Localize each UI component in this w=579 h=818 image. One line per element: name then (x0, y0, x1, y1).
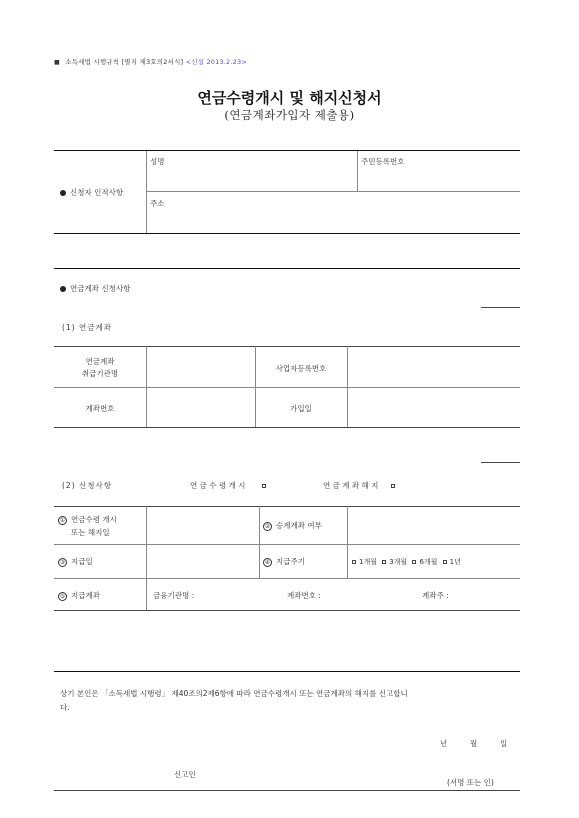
address-field-label: 주소 (150, 199, 165, 208)
business-no-input[interactable] (349, 348, 518, 385)
number-2-icon: ② (264, 522, 271, 530)
bank-name-input[interactable] (207, 582, 283, 607)
form-reference: 소득세법 시행규칙 [별지 제3호의2서식] (65, 58, 184, 66)
cycle-option-1m[interactable]: 1개월 (349, 558, 377, 566)
sub1-col-divider-1 (146, 346, 147, 427)
sub2-row-divider-2 (54, 578, 520, 579)
section2-label: 연금계좌 신청사항 (60, 283, 130, 294)
payment-date-label: ③ 지급일 (59, 557, 93, 566)
join-date-input[interactable] (349, 389, 518, 425)
sub1-col-divider-3 (347, 346, 348, 427)
name-field-label: 성명 (150, 157, 165, 166)
resident-no-input[interactable] (420, 155, 518, 187)
sub2-col-divider-3 (347, 506, 348, 578)
applicant-label: 신고인 (174, 770, 196, 779)
account-no-input[interactable] (148, 389, 253, 425)
payment-account-label: ⑤ 지급계좌 (59, 591, 100, 600)
institution-input[interactable] (148, 348, 253, 385)
account-no-label: 계좌번호 (85, 404, 115, 413)
address-input[interactable] (170, 196, 518, 231)
business-no-label: 사업자등록번호 (275, 364, 327, 373)
cycle-6m-checkbox[interactable] (412, 560, 416, 564)
sub1-table-bottom (54, 427, 520, 428)
section1-inner-divider (357, 151, 358, 192)
declaration-text: 상기 본인은 「소득세법 시행령」 제40조의2제6항에 따라 연금수령개시 또는 연금계좌의 해지를 신고합니 다. (60, 689, 408, 712)
signature-label[interactable]: (서명 또는 인) (447, 778, 494, 787)
payment-cycle-options (349, 557, 461, 567)
month-label: 월 (470, 739, 478, 748)
section2-right-tick (481, 307, 520, 308)
applicant-name-input[interactable] (210, 764, 430, 782)
form-subtitle: (연금계좌가입자 제출용) (224, 108, 355, 122)
cycle-1y-checkbox[interactable] (443, 560, 447, 564)
day-label: 일 (500, 739, 508, 748)
cycle-3m-checkbox[interactable] (382, 560, 386, 564)
sub1-table-mid (54, 387, 520, 388)
resident-no-field-label: 주민등록번호 (361, 157, 405, 166)
declaration-top-border (54, 671, 520, 672)
account-holder-label: 계좌주 : (422, 591, 449, 600)
section1-row-divider (146, 191, 520, 192)
cycle-option-3m[interactable]: 3개월 (379, 558, 407, 566)
square-bullet-icon: ■ (54, 59, 60, 66)
sub2-heading: (2) 신청사항 (62, 481, 112, 490)
form-title: 연금수령개시 및 해지신청서 (197, 89, 382, 107)
cycle-1m-checkbox[interactable] (352, 560, 356, 564)
bank-name-label: 금융기관명 : (153, 591, 195, 600)
number-5-icon: ⑤ (59, 592, 66, 600)
sub2-table-bottom (54, 610, 520, 611)
payment-account-number-label: 계좌번호 : (287, 591, 321, 600)
section1-label: 신청자 인적사항 (60, 187, 123, 198)
sub1-right-tick (481, 462, 520, 463)
section2-top-border (54, 268, 520, 269)
payment-date-input[interactable] (148, 546, 257, 576)
name-input[interactable] (170, 155, 354, 187)
transfer-account-label: ② 승계계좌 여부 (264, 521, 322, 530)
revision-date: <신설 2013.2.23> (185, 58, 247, 66)
numbered-bullet-2-icon (60, 286, 66, 292)
account-holder-input[interactable] (458, 582, 518, 607)
start-or-cancel-date-input[interactable] (148, 508, 257, 542)
institution-label: 연금계좌 취급기관명 (81, 357, 119, 378)
sub1-heading: (1) 연금계좌 (62, 323, 112, 332)
account-cancel-checkbox[interactable] (391, 484, 395, 488)
payment-cycle-label: ④ 지급주기 (264, 557, 305, 566)
payment-account-number-input[interactable] (330, 582, 418, 607)
option-account-cancel[interactable]: 연 금 계 좌 해 지 (323, 480, 398, 491)
sub2-col-divider-2 (259, 506, 260, 578)
section1-divider (146, 151, 147, 233)
cycle-option-1y[interactable]: 1년 (440, 558, 461, 566)
transfer-account-input[interactable] (349, 508, 518, 542)
sub2-row-divider-1 (54, 544, 520, 545)
option-pension-start[interactable]: 연 금 수 령 개 시 (190, 480, 269, 491)
sub1-table-top (54, 346, 520, 347)
year-label: 년 (440, 739, 448, 748)
section1-top-border (54, 150, 520, 151)
start-or-cancel-date-label: ① 연금수령 개시 또는 해지일 (59, 515, 117, 537)
join-date-label: 가입일 (290, 404, 312, 413)
pension-start-checkbox[interactable] (262, 484, 266, 488)
form-reference-note (54, 57, 247, 66)
section1-bottom-border (54, 233, 520, 234)
sub2-col-divider-4 (146, 578, 147, 610)
number-3-icon: ③ (59, 558, 66, 566)
number-1-icon: ① (59, 516, 66, 524)
declaration-bottom-border (54, 790, 520, 791)
sub1-col-divider-2 (255, 346, 256, 427)
number-4-icon: ④ (264, 558, 271, 566)
cycle-option-6m[interactable]: 6개월 (409, 558, 437, 566)
sub2-col-divider-1 (146, 506, 147, 578)
sub2-table-top (54, 506, 520, 507)
numbered-bullet-1-icon (60, 190, 66, 196)
